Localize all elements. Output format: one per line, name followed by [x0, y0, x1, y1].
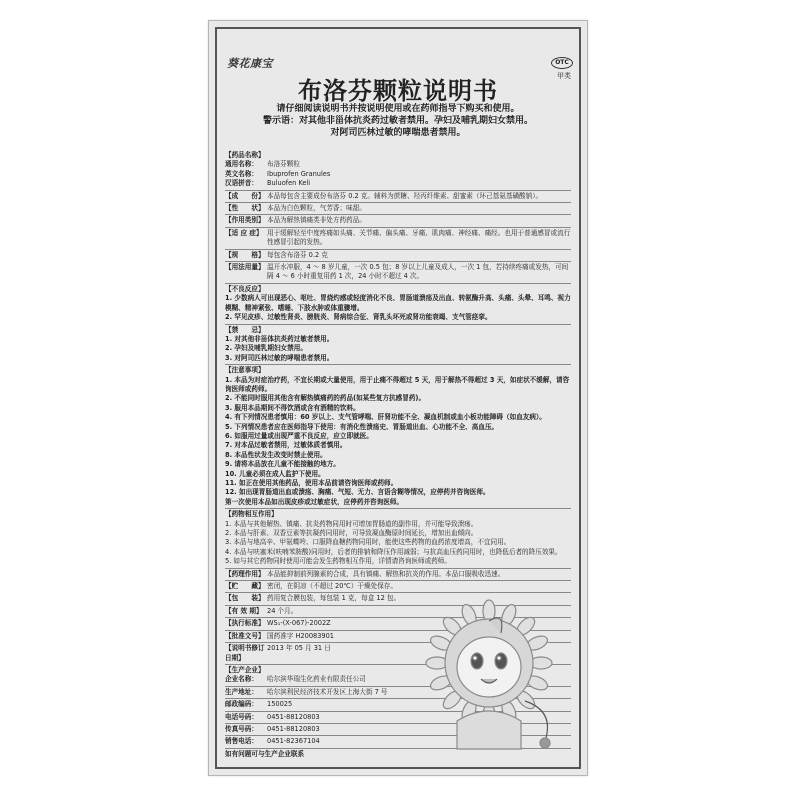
precautions-section: 【注意事项】	[225, 366, 265, 375]
english-name-value: Ibuprofen Granules	[267, 169, 331, 178]
interaction-item: 4. 本品与呋塞米(呋喃苯胺酸)同用时，后者的排钠和降压作用减弱；与抗高血压药同用时，也降低后者的降压效果。	[225, 547, 562, 556]
otc-badge: OTC	[551, 57, 573, 69]
field-value: 本品为白色颗粒，气芳香；味甜。	[267, 204, 366, 213]
divider	[225, 190, 571, 191]
contraindication-list	[225, 335, 571, 363]
tail-field-label: 【贮 藏】	[225, 582, 265, 591]
manufacturer-value: 哈尔滨华瑞生化药业有限责任公司	[267, 675, 366, 684]
field-value: 每包含布洛芬 0.2 克	[267, 250, 328, 259]
field-row	[225, 263, 571, 282]
english-name-row	[225, 170, 571, 179]
divider	[225, 249, 571, 250]
precaution-item: 12. 如出现胃肠道出血或溃疡、胸痛、气短、无力、言语含糊等情况，应停药并咨询医师。	[225, 488, 490, 497]
manufacturer-value: 0451-82367104	[267, 737, 320, 746]
field-label: 【用法用量】	[225, 263, 265, 272]
adverse-item: 2. 罕见皮疹、过敏性肾炎、膀胱炎、肾病综合征、肾乳头坏死或肾功能衰竭、支气管痉挛。	[225, 313, 492, 322]
interaction-item: 1. 本品与其他解热、镇痛、抗炎药物同用时可增加胃肠道的副作用，并可能导致溃疡。	[225, 519, 478, 528]
manufacturer-label: 邮政编码：	[225, 700, 258, 709]
field-value: 本品每包含主要成份布洛芬 0.2 克。辅料为蔗糖、羟丙纤维素、甜蜜素（环己基氨基磺酸钠）。	[267, 191, 543, 200]
field-value: 用于缓解轻至中度疼痛如头痛、关节痛、偏头痛、牙痛、肌肉痛、神经痛、痛经。也用于普通感冒或流行性感冒引起的发热。	[267, 228, 571, 247]
tail-field-label: 【包 装】	[225, 594, 265, 603]
precaution-item: 11. 如正在使用其他药品，使用本品前请咨询医师或药师。	[225, 479, 398, 487]
field-row	[225, 216, 571, 225]
interaction-item: 5. 如与其它药物同时使用可能会发生药物相互作用，详情请咨询医师或药师。	[225, 557, 451, 566]
generic-name-row	[225, 160, 571, 169]
tail-field-value: WS₁-(X-067)-2002Z	[267, 619, 331, 628]
tail-field-label: 【执行标准】	[225, 619, 265, 628]
generic-name-value: 布洛芬颗粒	[267, 160, 300, 169]
contraindication-item: 2. 孕妇及哺乳期妇女禁用。	[225, 344, 307, 353]
divider	[225, 227, 571, 228]
divider	[225, 364, 571, 365]
precaution-item: 6. 如服用过量或出现严重不良反应，应立即就医。	[225, 431, 373, 440]
manufacturer-label: 销售电话：	[225, 737, 258, 746]
field-label: 【性 状】	[225, 204, 265, 213]
precaution-item: 3. 服用本品期间不得饮酒或含有酒精的饮料。	[225, 403, 360, 412]
precaution-item: 1. 本品为对症治疗药，不宜长期或大量使用，用于止痛不得超过 5 天，用于解热不得超过 3 天，如症状不缓解，请咨询医师或药师。	[225, 375, 570, 393]
tail-field-value: 密闭，在阴凉（不超过 20℃）干燥处保存。	[267, 582, 397, 591]
tail-field-label: 【有 效 期】	[225, 606, 263, 615]
brand-logo: 葵花康宝	[227, 57, 273, 70]
field-label: 【规 格】	[225, 250, 265, 259]
field-row	[225, 192, 571, 201]
manufacturer-label: 电话号码：	[225, 712, 258, 721]
drug-name-section: 【药品名称】	[225, 151, 265, 159]
field-label: 【成 份】	[225, 191, 265, 200]
precaution-item: 第一次使用本品如出现皮疹或过敏症状，应停药并咨询医师。	[225, 497, 404, 506]
field-row	[225, 251, 571, 260]
contraindication-item: 3. 对阿司匹林过敏的哮喘患者禁用。	[225, 353, 334, 362]
manufacturer-value: 150025	[267, 700, 293, 709]
manufacturer-label: 生产地址：	[225, 687, 258, 696]
precaution-item: 7. 对本品过敏者禁用，过敏体质者慎用。	[225, 441, 347, 450]
field-value: 本品为解热镇痛类非处方药药品。	[267, 216, 366, 225]
tail-field-value: 24 个月。	[267, 606, 298, 615]
manufacturer-section: 【生产企业】	[225, 665, 265, 674]
field-value: 温开水冲服，4 ～ 8 岁儿童，一次 0.5 包；8 岁以上儿童及成人，一次 1 包，若持续疼痛或发热，可间隔 4 ～ 6 小时重复用药 1 次，24 小时不超过 4 次。	[267, 263, 569, 281]
manufacturer-value: 0451-88120803	[267, 712, 320, 721]
precaution-item: 9. 请将本品放在儿童不能接触的地方。	[225, 460, 340, 469]
tail-field-label: 【说明书修订日期】	[225, 644, 265, 662]
precaution-item: 2. 不能同时服用其他含有解热镇痛药的药品(如某些复方抗感冒药)。	[225, 394, 426, 403]
tail-field-row	[225, 570, 571, 579]
field-label: 【作用类别】	[225, 216, 265, 225]
precaution-item: 4. 有下列情况患者慎用：60 岁以上、支气管哮喘、肝肾功能不全、凝血机制或血小板功能障碍（如血友病）。	[225, 413, 546, 422]
leaflet-sheet	[208, 20, 588, 776]
warning-line-2: 警示语：对其他非甾体抗炎药过敏者禁用。孕妇及哺乳期妇女禁用。	[262, 116, 533, 126]
precaution-item: 10. 儿童必须在成人监护下使用。	[225, 469, 325, 478]
tail-field-label: 【药理作用】	[225, 569, 265, 578]
pinyin-name-label: 汉语拼音：	[225, 179, 258, 188]
warning-line-3: 对阿司匹林过敏的哮喘患者禁用。	[330, 128, 466, 138]
manufacturer-value: 0451-88120803	[267, 724, 320, 733]
tail-field-label: 【批准文号】	[225, 631, 265, 640]
tail-field-value: 2013 年 05 月 31 日	[267, 644, 331, 653]
precaution-item: 5. 下列情况患者应在医师指导下使用：有消化性溃疡史、胃肠道出血、心功能不全、高血压。	[225, 422, 499, 431]
field-row	[225, 229, 571, 248]
interaction-item: 3. 本品与地高辛、甲氨蝶呤、口服降血糖药物同用时，能使这些药物的血药浓度增高，不宜同用。	[225, 538, 511, 547]
sunflower-mascot-icon	[405, 581, 573, 751]
warning-line-1: 请仔细阅读说明书并按说明使用或在药师指导下购买和使用。	[276, 104, 520, 114]
pinyin-name-row	[225, 179, 571, 188]
pinyin-name-value: Buluofen Keli	[267, 179, 311, 188]
interactions-section: 【药物相互作用】	[225, 510, 278, 519]
divider	[225, 261, 571, 262]
warning-block	[223, 103, 573, 139]
tail-field-value: 药用复合膜包装，每包装 1 克，每盒 12 包。	[267, 594, 401, 603]
english-name-label: 英文名称：	[225, 169, 258, 178]
contraindication-item: 1. 对其他非甾体抗炎药过敏者禁用。	[225, 334, 334, 343]
contraindication-section: 【禁 忌】	[225, 325, 265, 334]
tail-field-value: 本品能抑制前列腺素的合成，具有镇痛、解热和抗炎的作用。本品口服吸收迅速。	[267, 569, 505, 578]
precaution-item: 8. 本品性状发生改变时禁止使用。	[225, 450, 327, 459]
field-label: 【适 应 症】	[225, 228, 263, 237]
divider	[225, 202, 571, 203]
otc-class: 甲类	[557, 72, 571, 80]
interaction-item: 2. 本品与肝素、双香豆素等抗凝药同用时，可导致凝血酶原时间延长，增加出血倾向。	[225, 529, 478, 538]
divider	[225, 283, 571, 284]
main-fields	[225, 192, 571, 284]
adverse-item: 1. 少数病人可出现恶心、呕吐、胃烧灼感或轻度消化不良、胃肠道溃疡及出血、转氨酶升高、头痛、头晕、耳鸣、视力模糊、精神紧张、嗜睡、下肢水肿或体重骤增。	[225, 294, 571, 312]
manufacturer-label: 传真号码：	[225, 724, 258, 733]
adverse-section: 【不良反应】	[225, 284, 265, 293]
divider	[225, 324, 571, 325]
field-row	[225, 204, 571, 213]
manufacturer-footer: 如有问题可与生产企业联系	[225, 749, 305, 758]
interactions-list	[225, 520, 571, 567]
tail-field-value: 国药准字 H20083901	[267, 631, 334, 640]
manufacturer-label: 企业名称：	[225, 675, 258, 684]
page-title: 布洛芬颗粒说明书	[298, 77, 498, 105]
manufacturer-value: 哈尔滨利民经济技术开发区上海大街 7 号	[267, 687, 388, 696]
precautions-list	[225, 376, 571, 508]
adverse-list	[225, 294, 571, 322]
divider	[225, 568, 571, 569]
generic-name-label: 通用名称：	[225, 160, 258, 169]
